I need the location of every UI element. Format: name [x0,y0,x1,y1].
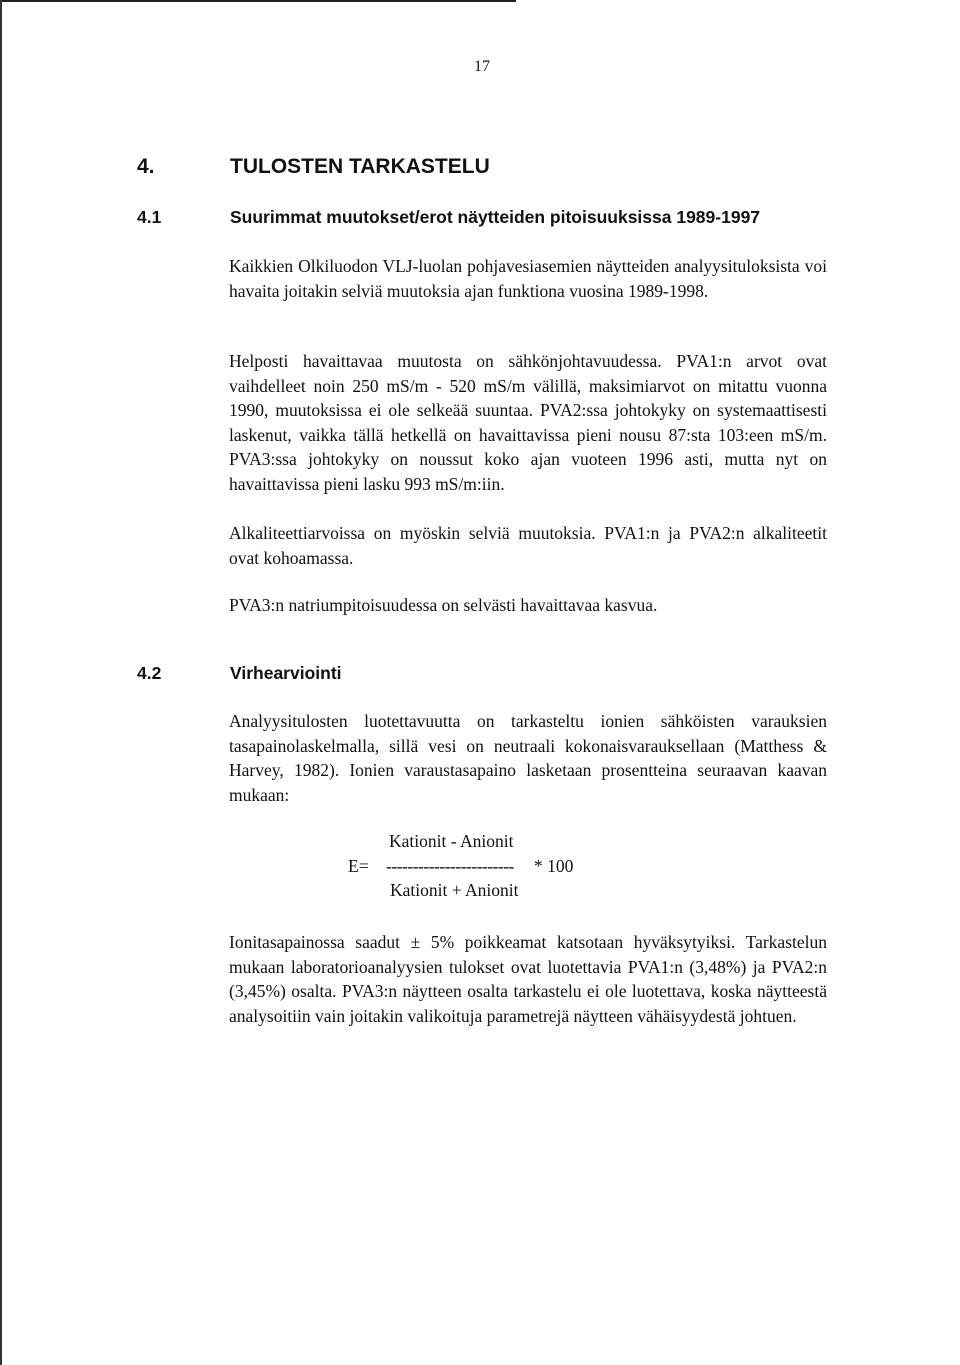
scan-artifact-top-rule-segment [500,0,516,2]
chapter-number: 4. [137,155,155,178]
formula-denominator: Kationit + Anionit [390,880,519,900]
section-title: Suurimmat muutokset/erot näytteiden pitoisuuksissa 1989-1997 [230,207,761,227]
section-heading-4-2 [137,663,537,687]
paragraph: Alkaliteettiarvoissa on myöskin selviä muutoksia. PVA1:n ja PVA2:n alkaliteetit ovat kohoamassa. [229,523,827,568]
section-number: 4.2 [137,663,162,683]
formula-numerator: Kationit - Anionit [389,831,514,851]
paragraph: Ionitasapainossa saadut ± 5% poikkeamat katsotaan hyväksytyiksi. Tarkastelun mukaan laboratorioanalyysien tulokset ovat luotettavia PVA1:n (3,48%) ja PVA2:n (3,45%) osalta. PVA3:n näytteen osalta tarkastelu ei ole luotettava, koska näytteestä analysoitiin vain joitakin valikoituja parametrejä näytteen vähäisyydestä johtuen. [229,932,827,1026]
section-heading-4-1 [137,207,837,231]
chapter-heading [137,155,737,183]
scan-artifact-left-edge [0,0,2,1365]
section-title: Virhearviointi [230,663,342,683]
paragraph: Analyysitulosten luotettavuutta on tarkasteltu ionien sähköisten varauksien tasapainolaskelmalla, sillä vesi on neutraali kokonaisvarauksellaan (Matthess & Harvey, 1982). Ionien varaustasapaino lasketaan prosentteina seuraavan kaavan mukaan: [229,711,827,805]
scan-artifact-top-rule [0,0,510,2]
paragraph: Helposti havaittavaa muutosta on sähkönjohtavuudessa. PVA1:n arvot ovat vaihdelleet noin 250 mS/m - 520 mS/m välillä, maksimiarvot on mitattu vuonna 1990, muutoksissa ei ole selkeää suuntaa. PVA2:ssa johtokyky on systemaattisesti laskenut, vaikka tällä hetkellä on havaittavissa pieni nousu 87:sta 103:een mS/m. PVA3:ssa johtokyky on noussut koko ajan vuoteen 1996 asti, mutta nyt on havaittavissa pieni lasku 993 mS/m:iin. [229,351,827,494]
paragraph: Kaikkien Olkiluodon VLJ-luolan pohjavesiasemien näytteiden analyysituloksista voi havaita joitakin selviä muutoksia ajan funktiona vuosina 1989-1998. [229,256,827,301]
page-number: 17 [474,58,490,75]
chapter-title: TULOSTEN TARKASTELU [230,155,490,178]
formula-multiplier: * 100 [534,856,574,876]
formula-lhs: E= [348,856,369,876]
paragraph: PVA3:n natriumpitoisuudessa on selvästi havaittavaa kasvua. [229,595,658,615]
section-number: 4.1 [137,207,162,227]
formula-fraction-line: ------------------------ [386,856,514,876]
